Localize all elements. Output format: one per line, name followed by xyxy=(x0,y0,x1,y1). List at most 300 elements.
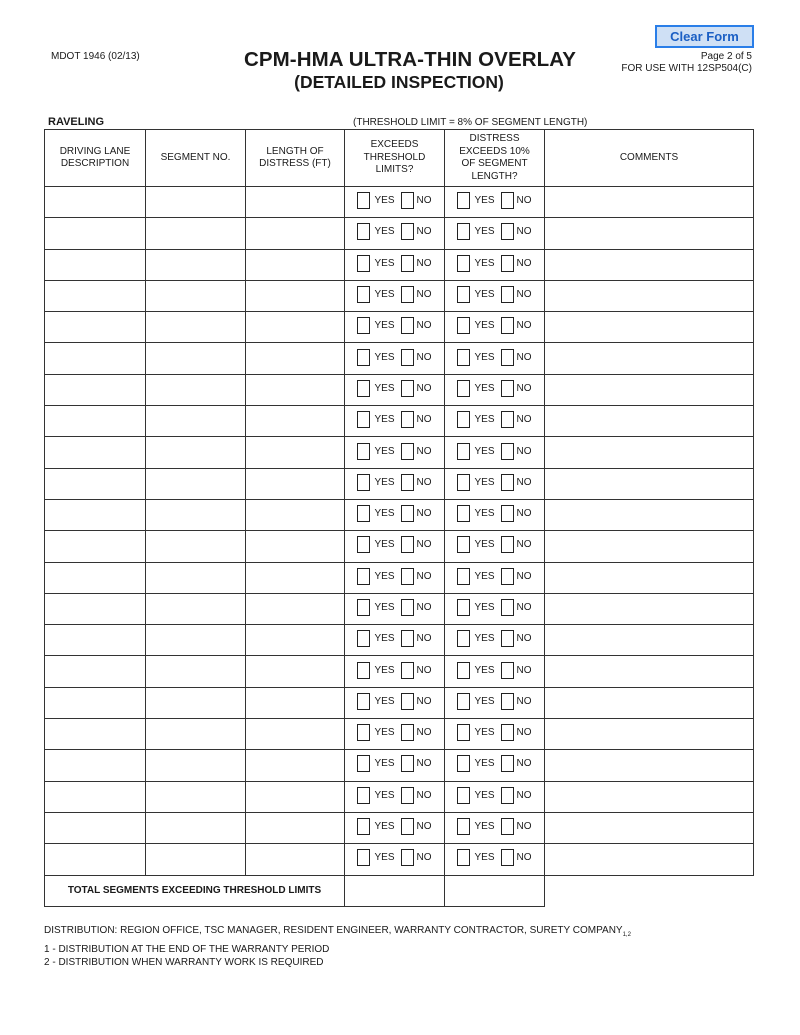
comments-field[interactable] xyxy=(545,374,754,405)
segment-no-field-input[interactable] xyxy=(146,844,245,874)
exceeds-threshold-yes-checkbox[interactable] xyxy=(357,223,370,240)
no-label: NO xyxy=(416,570,432,582)
distress-exceeds-10-no-checkbox[interactable] xyxy=(501,255,514,272)
driving-lane-field[interactable] xyxy=(45,499,146,530)
driving-lane-field[interactable] xyxy=(45,406,146,437)
comments-field-input[interactable] xyxy=(545,375,753,405)
distress-exceeds-10-no-checkbox[interactable] xyxy=(501,787,514,804)
distress-exceeds-10-yes-checkbox[interactable] xyxy=(457,849,470,866)
driving-lane-field[interactable] xyxy=(45,656,146,687)
driving-lane-field-input[interactable] xyxy=(45,750,145,780)
segment-no-field-input[interactable] xyxy=(146,187,245,217)
comments-field[interactable] xyxy=(545,719,754,750)
length-distress-field[interactable] xyxy=(246,374,345,405)
segment-no-field[interactable] xyxy=(146,593,246,624)
length-distress-field[interactable] xyxy=(246,844,345,875)
comments-field-input[interactable] xyxy=(545,813,753,843)
driving-lane-field[interactable] xyxy=(45,750,146,781)
comments-field-input[interactable] xyxy=(545,750,753,780)
segment-no-field-input[interactable] xyxy=(146,656,245,686)
table-row xyxy=(45,781,754,812)
exceeds-threshold-yes-checkbox[interactable] xyxy=(357,630,370,647)
distress-exceeds-10-no-checkbox[interactable] xyxy=(501,755,514,772)
length-distress-field-input[interactable] xyxy=(246,375,344,405)
driving-lane-field-input[interactable] xyxy=(45,281,145,311)
driving-lane-field[interactable] xyxy=(45,531,146,562)
exceeds-threshold-options xyxy=(357,349,431,366)
driving-lane-field-input[interactable] xyxy=(45,782,145,812)
table-row xyxy=(45,625,754,656)
exceeds-threshold-yes-checkbox[interactable] xyxy=(357,192,370,209)
driving-lane-field-input[interactable] xyxy=(45,469,145,499)
segment-no-field-input[interactable] xyxy=(146,531,245,561)
length-distress-field-input[interactable] xyxy=(246,625,344,655)
driving-lane-field-input[interactable] xyxy=(45,719,145,749)
driving-lane-field[interactable] xyxy=(45,187,146,218)
exceeds-threshold-cell xyxy=(345,312,445,343)
distress-exceeds-10-yes-checkbox[interactable] xyxy=(457,662,470,679)
driving-lane-field-input[interactable] xyxy=(45,250,145,280)
driving-lane-field[interactable] xyxy=(45,719,146,750)
comments-field[interactable] xyxy=(545,593,754,624)
exceeds-threshold-options xyxy=(357,630,431,647)
distress-exceeds-10-yes-checkbox[interactable] xyxy=(457,192,470,209)
comments-field-input[interactable] xyxy=(545,469,753,499)
driving-lane-field-input[interactable] xyxy=(45,187,145,217)
total-distress-10-field-input[interactable] xyxy=(445,876,544,906)
distress-exceeds-10-yes-checkbox[interactable] xyxy=(457,286,470,303)
distress-exceeds-10-options xyxy=(457,349,531,366)
length-distress-field-input[interactable] xyxy=(246,563,344,593)
segment-no-field-input[interactable] xyxy=(146,281,245,311)
distress-exceeds-10-no-checkbox[interactable] xyxy=(501,443,514,460)
distress-exceeds-10-cell xyxy=(445,312,545,343)
exceeds-threshold-yes-checkbox[interactable] xyxy=(357,599,370,616)
no-label: NO xyxy=(416,320,432,332)
comments-field[interactable] xyxy=(545,562,754,593)
comments-field-input[interactable] xyxy=(545,594,753,624)
distribution-line xyxy=(44,925,631,938)
length-distress-field-input[interactable] xyxy=(246,782,344,812)
driving-lane-field-input[interactable] xyxy=(45,375,145,405)
exceeds-threshold-cell xyxy=(345,781,445,812)
comments-field[interactable] xyxy=(545,249,754,280)
distress-exceeds-10-no-checkbox[interactable] xyxy=(501,536,514,553)
driving-lane-field[interactable] xyxy=(45,437,146,468)
comments-field[interactable] xyxy=(545,812,754,843)
segment-no-field-input[interactable] xyxy=(146,469,245,499)
exceeds-threshold-no-checkbox[interactable] xyxy=(401,568,414,585)
exceeds-threshold-cell xyxy=(345,499,445,530)
comments-field[interactable] xyxy=(545,343,754,374)
segment-no-field-input[interactable] xyxy=(146,500,245,530)
distress-exceeds-10-cell xyxy=(445,343,545,374)
driving-lane-field[interactable] xyxy=(45,343,146,374)
comments-field-input[interactable] xyxy=(545,187,753,217)
driving-lane-field[interactable] xyxy=(45,468,146,499)
length-distress-field[interactable] xyxy=(246,312,345,343)
driving-lane-field[interactable] xyxy=(45,562,146,593)
exceeds-threshold-yes-checkbox[interactable] xyxy=(357,536,370,553)
exceeds-threshold-cell xyxy=(345,562,445,593)
segment-no-field-input[interactable] xyxy=(146,250,245,280)
length-distress-field-input[interactable] xyxy=(246,281,344,311)
distress-exceeds-10-no-checkbox[interactable] xyxy=(501,849,514,866)
exceeds-threshold-no-checkbox[interactable] xyxy=(401,411,414,428)
distress-exceeds-10-yes-checkbox[interactable] xyxy=(457,630,470,647)
yes-label: YES xyxy=(474,414,495,426)
comments-field[interactable] xyxy=(545,781,754,812)
distress-exceeds-10-yes-checkbox[interactable] xyxy=(457,223,470,240)
exceeds-threshold-yes-checkbox[interactable] xyxy=(357,505,370,522)
segment-no-field-input[interactable] xyxy=(146,343,245,373)
exceeds-threshold-no-checkbox[interactable] xyxy=(401,630,414,647)
length-distress-field[interactable] xyxy=(246,781,345,812)
exceeds-threshold-no-checkbox[interactable] xyxy=(401,849,414,866)
comments-field[interactable] xyxy=(545,468,754,499)
segment-no-field-input[interactable] xyxy=(146,688,245,718)
comments-field[interactable] xyxy=(545,437,754,468)
segment-no-field[interactable] xyxy=(146,499,246,530)
length-distress-field[interactable] xyxy=(246,562,345,593)
length-distress-field[interactable] xyxy=(246,625,345,656)
length-distress-field[interactable] xyxy=(246,218,345,249)
segment-no-field[interactable] xyxy=(146,719,246,750)
driving-lane-field[interactable] xyxy=(45,249,146,280)
exceeds-threshold-yes-checkbox[interactable] xyxy=(357,662,370,679)
driving-lane-field-input[interactable] xyxy=(45,625,145,655)
segment-no-field[interactable] xyxy=(146,437,246,468)
length-distress-field-input[interactable] xyxy=(246,250,344,280)
distress-exceeds-10-options xyxy=(457,536,531,553)
segment-no-field[interactable] xyxy=(146,343,246,374)
distress-exceeds-10-no-checkbox[interactable] xyxy=(501,474,514,491)
length-distress-field[interactable] xyxy=(246,187,345,218)
segment-no-field-input[interactable] xyxy=(146,594,245,624)
driving-lane-field-input[interactable] xyxy=(45,594,145,624)
exceeds-threshold-yes-checkbox[interactable] xyxy=(357,693,370,710)
driving-lane-field[interactable] xyxy=(45,593,146,624)
distress-exceeds-10-cell xyxy=(445,844,545,875)
driving-lane-field[interactable] xyxy=(45,844,146,875)
exceeds-threshold-yes-checkbox[interactable] xyxy=(357,724,370,741)
comments-field[interactable] xyxy=(545,531,754,562)
length-distress-field-input[interactable] xyxy=(246,500,344,530)
segment-no-field[interactable] xyxy=(146,249,246,280)
header-label-line: OF SEGMENT xyxy=(461,158,528,169)
driving-lane-field[interactable] xyxy=(45,218,146,249)
distress-exceeds-10-yes-checkbox[interactable] xyxy=(457,818,470,835)
exceeds-threshold-no-checkbox[interactable] xyxy=(401,192,414,209)
distress-exceeds-10-yes-checkbox[interactable] xyxy=(457,536,470,553)
segment-no-field[interactable] xyxy=(146,187,246,218)
distress-exceeds-10-yes-checkbox[interactable] xyxy=(457,755,470,772)
segment-no-field-input[interactable] xyxy=(146,563,245,593)
segment-no-field[interactable] xyxy=(146,812,246,843)
distress-exceeds-10-cell xyxy=(445,781,545,812)
total-label: TOTAL SEGMENTS EXCEEDING THRESHOLD LIMITS xyxy=(45,875,345,906)
segment-no-field-input[interactable] xyxy=(146,375,245,405)
exceeds-threshold-no-checkbox[interactable] xyxy=(401,662,414,679)
exceeds-threshold-no-checkbox[interactable] xyxy=(401,474,414,491)
exceeds-threshold-no-checkbox[interactable] xyxy=(401,317,414,334)
comments-field-input[interactable] xyxy=(545,343,753,373)
length-distress-field-input[interactable] xyxy=(246,813,344,843)
segment-no-field[interactable] xyxy=(146,406,246,437)
exceeds-threshold-options xyxy=(357,286,431,303)
total-exceeds-threshold-field[interactable] xyxy=(345,875,445,906)
exceeds-threshold-no-checkbox[interactable] xyxy=(401,443,414,460)
no-label: NO xyxy=(516,758,532,770)
comments-field[interactable] xyxy=(545,625,754,656)
exceeds-threshold-no-checkbox[interactable] xyxy=(401,818,414,835)
length-distress-field[interactable] xyxy=(246,406,345,437)
length-distress-field-input[interactable] xyxy=(246,594,344,624)
comments-field-input[interactable] xyxy=(545,563,753,593)
driving-lane-field[interactable] xyxy=(45,374,146,405)
segment-no-field-input[interactable] xyxy=(146,625,245,655)
length-distress-field[interactable] xyxy=(246,593,345,624)
comments-field[interactable] xyxy=(545,218,754,249)
yes-label: YES xyxy=(474,508,495,520)
length-distress-field[interactable] xyxy=(246,656,345,687)
exceeds-threshold-yes-checkbox[interactable] xyxy=(357,474,370,491)
comments-field[interactable] xyxy=(545,406,754,437)
exceeds-threshold-no-checkbox[interactable] xyxy=(401,755,414,772)
total-distress-10-field[interactable] xyxy=(445,875,545,906)
segment-no-field-input[interactable] xyxy=(146,719,245,749)
driving-lane-field-input[interactable] xyxy=(45,656,145,686)
driving-lane-field-input[interactable] xyxy=(45,312,145,342)
segment-no-field[interactable] xyxy=(146,374,246,405)
exceeds-threshold-yes-checkbox[interactable] xyxy=(357,443,370,460)
distress-exceeds-10-no-checkbox[interactable] xyxy=(501,286,514,303)
length-distress-field[interactable] xyxy=(246,531,345,562)
length-distress-field[interactable] xyxy=(246,750,345,781)
length-distress-field-input[interactable] xyxy=(246,688,344,718)
exceeds-threshold-no-checkbox[interactable] xyxy=(401,599,414,616)
segment-no-field[interactable] xyxy=(146,844,246,875)
exceeds-threshold-no-checkbox[interactable] xyxy=(401,536,414,553)
distress-exceeds-10-yes-checkbox[interactable] xyxy=(457,568,470,585)
distress-exceeds-10-yes-checkbox[interactable] xyxy=(457,724,470,741)
comments-field-input[interactable] xyxy=(545,625,753,655)
exceeds-threshold-yes-checkbox[interactable] xyxy=(357,849,370,866)
length-distress-field[interactable] xyxy=(246,687,345,718)
segment-no-field-input[interactable] xyxy=(146,218,245,248)
comments-field-input[interactable] xyxy=(545,250,753,280)
driving-lane-field[interactable] xyxy=(45,781,146,812)
distress-exceeds-10-cell xyxy=(445,562,545,593)
distress-exceeds-10-yes-checkbox[interactable] xyxy=(457,411,470,428)
exceeds-threshold-yes-checkbox[interactable] xyxy=(357,380,370,397)
length-distress-field-input[interactable] xyxy=(246,218,344,248)
table-row xyxy=(45,656,754,687)
driving-lane-field[interactable] xyxy=(45,687,146,718)
exceeds-threshold-no-checkbox[interactable] xyxy=(401,255,414,272)
distress-exceeds-10-no-checkbox[interactable] xyxy=(501,599,514,616)
exceeds-threshold-yes-checkbox[interactable] xyxy=(357,286,370,303)
driving-lane-field[interactable] xyxy=(45,625,146,656)
comments-field-input[interactable] xyxy=(545,656,753,686)
segment-no-field[interactable] xyxy=(146,531,246,562)
length-distress-field-input[interactable] xyxy=(246,656,344,686)
exceeds-threshold-yes-checkbox[interactable] xyxy=(357,255,370,272)
distress-exceeds-10-yes-checkbox[interactable] xyxy=(457,255,470,272)
no-label: NO xyxy=(416,508,432,520)
exceeds-threshold-no-checkbox[interactable] xyxy=(401,505,414,522)
comments-field[interactable] xyxy=(545,656,754,687)
exceeds-threshold-yes-checkbox[interactable] xyxy=(357,411,370,428)
distress-exceeds-10-yes-checkbox[interactable] xyxy=(457,349,470,366)
length-distress-field[interactable] xyxy=(246,437,345,468)
comments-field-input[interactable] xyxy=(545,406,753,436)
driving-lane-field[interactable] xyxy=(45,312,146,343)
exceeds-threshold-no-checkbox[interactable] xyxy=(401,286,414,303)
driving-lane-field-input[interactable] xyxy=(45,563,145,593)
exceeds-threshold-yes-checkbox[interactable] xyxy=(357,787,370,804)
exceeds-threshold-no-checkbox[interactable] xyxy=(401,223,414,240)
driving-lane-field-input[interactable] xyxy=(45,844,145,874)
distress-exceeds-10-yes-checkbox[interactable] xyxy=(457,317,470,334)
driving-lane-field[interactable] xyxy=(45,812,146,843)
distress-exceeds-10-no-checkbox[interactable] xyxy=(501,818,514,835)
segment-no-field-input[interactable] xyxy=(146,312,245,342)
exceeds-threshold-options xyxy=(357,662,431,679)
comments-field-input[interactable] xyxy=(545,844,753,874)
segment-no-field[interactable] xyxy=(146,687,246,718)
exceeds-threshold-yes-checkbox[interactable] xyxy=(357,349,370,366)
comments-field-input[interactable] xyxy=(545,719,753,749)
length-distress-field[interactable] xyxy=(246,468,345,499)
segment-no-field[interactable] xyxy=(146,280,246,311)
driving-lane-field[interactable] xyxy=(45,280,146,311)
distress-exceeds-10-no-checkbox[interactable] xyxy=(501,630,514,647)
comments-field[interactable] xyxy=(545,187,754,218)
distress-exceeds-10-no-checkbox[interactable] xyxy=(501,693,514,710)
segment-no-field[interactable] xyxy=(146,312,246,343)
driving-lane-field-input[interactable] xyxy=(45,343,145,373)
distress-exceeds-10-yes-checkbox[interactable] xyxy=(457,599,470,616)
exceeds-threshold-no-checkbox[interactable] xyxy=(401,724,414,741)
segment-no-field-input[interactable] xyxy=(146,437,245,467)
comments-field-input[interactable] xyxy=(545,281,753,311)
comments-field-input[interactable] xyxy=(545,531,753,561)
distress-exceeds-10-no-checkbox[interactable] xyxy=(501,568,514,585)
exceeds-threshold-no-checkbox[interactable] xyxy=(401,787,414,804)
exceeds-threshold-yes-checkbox[interactable] xyxy=(357,818,370,835)
length-distress-field-input[interactable] xyxy=(246,844,344,874)
distress-exceeds-10-yes-checkbox[interactable] xyxy=(457,787,470,804)
segment-no-field[interactable] xyxy=(146,781,246,812)
length-distress-field[interactable] xyxy=(246,249,345,280)
exceeds-threshold-yes-checkbox[interactable] xyxy=(357,568,370,585)
distress-exceeds-10-yes-checkbox[interactable] xyxy=(457,474,470,491)
distress-exceeds-10-yes-checkbox[interactable] xyxy=(457,380,470,397)
exceeds-threshold-yes-checkbox[interactable] xyxy=(357,317,370,334)
segment-no-field-input[interactable] xyxy=(146,813,245,843)
distress-exceeds-10-no-checkbox[interactable] xyxy=(501,192,514,209)
length-distress-field-input[interactable] xyxy=(246,406,344,436)
driving-lane-field-input[interactable] xyxy=(45,437,145,467)
segment-no-field-input[interactable] xyxy=(146,406,245,436)
length-distress-field[interactable] xyxy=(246,812,345,843)
comments-field-input[interactable] xyxy=(545,312,753,342)
table-row xyxy=(45,218,754,249)
length-distress-field[interactable] xyxy=(246,719,345,750)
exceeds-threshold-no-checkbox[interactable] xyxy=(401,380,414,397)
comments-field-input[interactable] xyxy=(545,782,753,812)
length-distress-field[interactable] xyxy=(246,280,345,311)
distress-exceeds-10-no-checkbox[interactable] xyxy=(501,349,514,366)
length-distress-field-input[interactable] xyxy=(246,187,344,217)
distress-exceeds-10-yes-checkbox[interactable] xyxy=(457,443,470,460)
distress-exceeds-10-yes-checkbox[interactable] xyxy=(457,505,470,522)
segment-no-field[interactable] xyxy=(146,562,246,593)
distress-exceeds-10-yes-checkbox[interactable] xyxy=(457,693,470,710)
segment-no-field-input[interactable] xyxy=(146,782,245,812)
driving-lane-field-input[interactable] xyxy=(45,500,145,530)
comments-field[interactable] xyxy=(545,687,754,718)
distress-exceeds-10-no-checkbox[interactable] xyxy=(501,662,514,679)
distress-exceeds-10-no-checkbox[interactable] xyxy=(501,317,514,334)
comments-field-input[interactable] xyxy=(545,688,753,718)
segment-no-field[interactable] xyxy=(146,656,246,687)
distress-exceeds-10-no-checkbox[interactable] xyxy=(501,505,514,522)
exceeds-threshold-no-checkbox[interactable] xyxy=(401,693,414,710)
segment-no-field[interactable] xyxy=(146,218,246,249)
segment-no-field[interactable] xyxy=(146,625,246,656)
driving-lane-field-input[interactable] xyxy=(45,531,145,561)
exceeds-threshold-no-checkbox[interactable] xyxy=(401,349,414,366)
length-distress-field-input[interactable] xyxy=(246,312,344,342)
distress-exceeds-10-no-checkbox[interactable] xyxy=(501,380,514,397)
total-exceeds-threshold-field-input[interactable] xyxy=(345,876,444,906)
segment-no-field-input[interactable] xyxy=(146,750,245,780)
comments-field-input[interactable] xyxy=(545,218,753,248)
comments-field-input[interactable] xyxy=(545,500,753,530)
segment-no-field[interactable] xyxy=(146,468,246,499)
segment-no-field[interactable] xyxy=(146,750,246,781)
driving-lane-field-input[interactable] xyxy=(45,218,145,248)
driving-lane-field-input[interactable] xyxy=(45,813,145,843)
distress-exceeds-10-no-checkbox[interactable] xyxy=(501,411,514,428)
comments-field[interactable] xyxy=(545,280,754,311)
length-distress-field[interactable] xyxy=(246,343,345,374)
comments-field-input[interactable] xyxy=(545,437,753,467)
comments-field[interactable] xyxy=(545,844,754,875)
header-col-driving-lane xyxy=(45,130,146,187)
comments-field[interactable] xyxy=(545,750,754,781)
length-distress-field[interactable] xyxy=(246,499,345,530)
length-distress-field-input[interactable] xyxy=(246,750,344,780)
comments-field[interactable] xyxy=(545,499,754,530)
distress-exceeds-10-no-checkbox[interactable] xyxy=(501,724,514,741)
driving-lane-field-input[interactable] xyxy=(45,406,145,436)
length-distress-field-input[interactable] xyxy=(246,469,344,499)
clear-form-button[interactable]: Clear Form xyxy=(655,25,754,48)
driving-lane-field-input[interactable] xyxy=(45,688,145,718)
length-distress-field-input[interactable] xyxy=(246,719,344,749)
exceeds-threshold-yes-checkbox[interactable] xyxy=(357,755,370,772)
length-distress-field-input[interactable] xyxy=(246,437,344,467)
comments-field[interactable] xyxy=(545,312,754,343)
length-distress-field-input[interactable] xyxy=(246,343,344,373)
length-distress-field-input[interactable] xyxy=(246,531,344,561)
distress-exceeds-10-cell xyxy=(445,687,545,718)
distress-exceeds-10-no-checkbox[interactable] xyxy=(501,223,514,240)
exceeds-threshold-cell xyxy=(345,531,445,562)
